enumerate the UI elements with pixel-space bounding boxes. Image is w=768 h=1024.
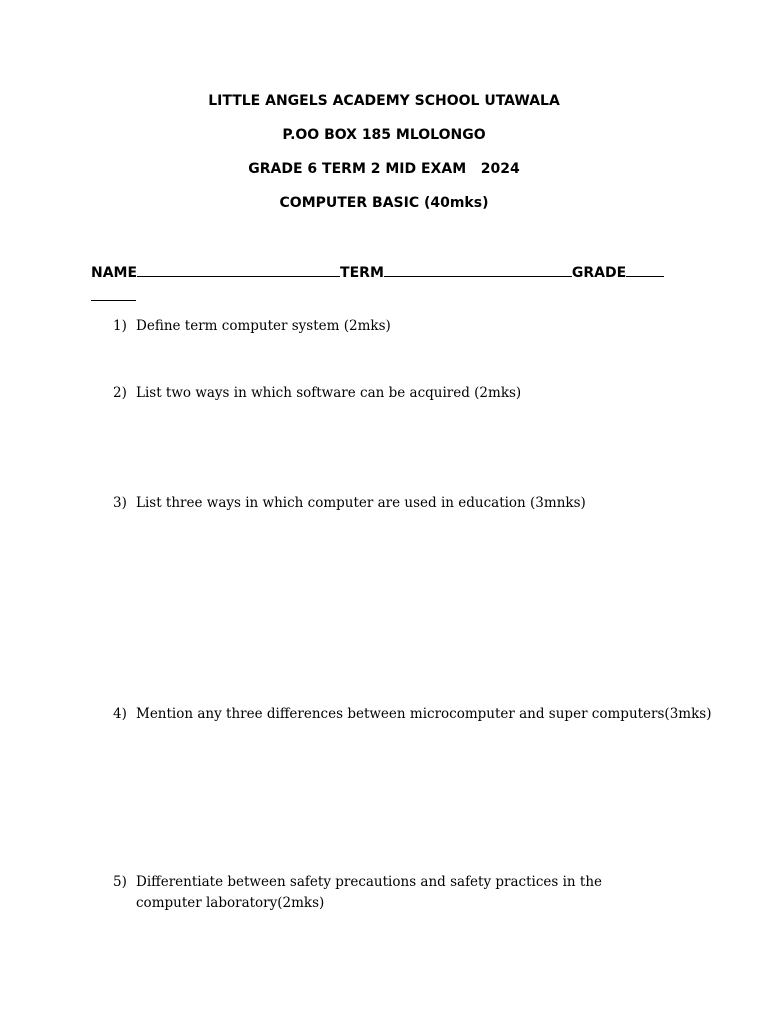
subject-title: COMPUTER BASIC (40mks) xyxy=(279,195,489,211)
question-number: 5) xyxy=(113,874,127,890)
term-label: TERM xyxy=(340,265,384,281)
exam-title: GRADE 6 TERM 2 MID EXAM 2024 xyxy=(248,161,520,177)
grade-blank[interactable] xyxy=(626,262,664,277)
school-name: LITTLE ANGELS ACADEMY SCHOOL UTAWALA xyxy=(208,93,560,109)
question-number: 1) xyxy=(113,318,127,334)
name-blank[interactable] xyxy=(137,262,340,277)
term-blank[interactable] xyxy=(384,262,572,277)
question-number: 3) xyxy=(113,495,127,511)
name-label: NAME xyxy=(91,265,138,281)
question-text: List three ways in which computer are used in education (3mnks) xyxy=(136,495,586,511)
question-number: 4) xyxy=(113,706,127,722)
question-number: 2) xyxy=(113,385,127,401)
question-text: Mention any three differences between microcomputer and super computers(3mks) xyxy=(136,706,712,722)
grade-blank-continuation[interactable] xyxy=(91,300,136,301)
student-info-line xyxy=(91,262,664,282)
question-text: List two ways in which software can be acquired (2mks) xyxy=(136,385,522,401)
school-address: P.OO BOX 185 MLOLONGO xyxy=(282,127,486,143)
question-text: Differentiate between safety precautions and safety practices in the computer laboratory(2mks) xyxy=(136,874,603,911)
question-text: Define term computer system (2mks) xyxy=(136,318,391,334)
grade-label: GRADE xyxy=(571,265,627,281)
